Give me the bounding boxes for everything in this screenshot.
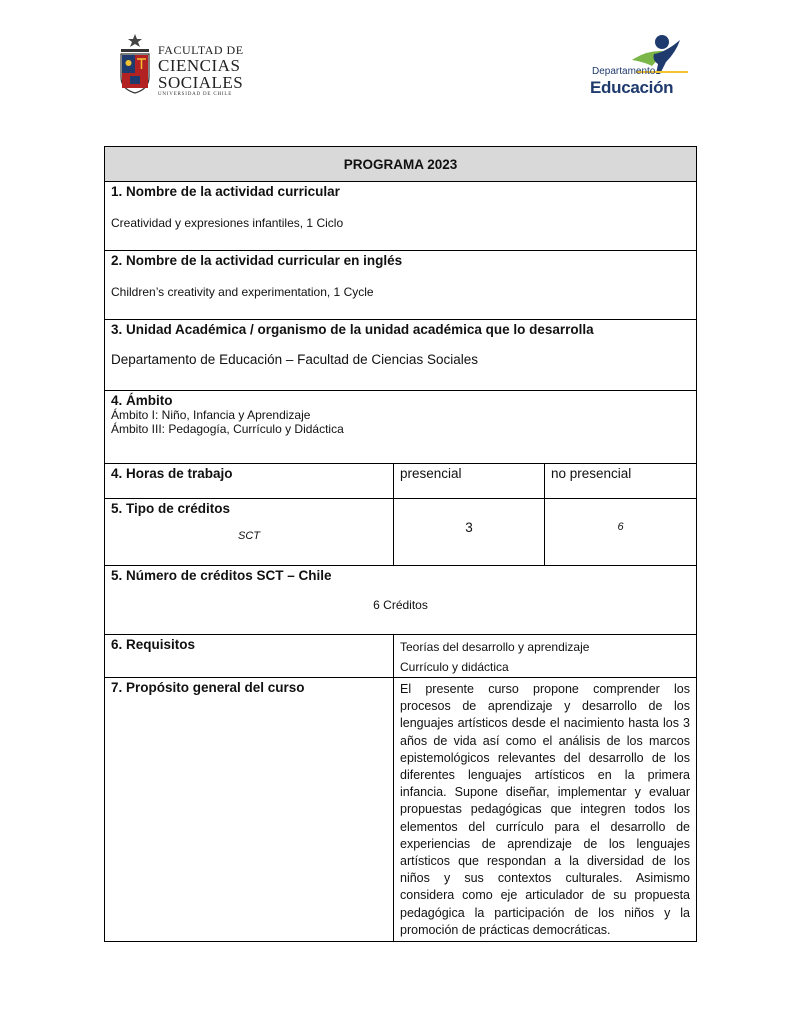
credits-number-heading: 5. Número de créditos SCT – Chile: [111, 568, 332, 583]
section-4-line-2: Ámbito III: Pedagogía, Currículo y Didáctica: [111, 422, 344, 436]
section-2-row: [105, 251, 697, 320]
credits-type-heading: 5. Tipo de créditos: [111, 501, 231, 516]
section-1-row: [105, 182, 697, 251]
purpose-row: [105, 678, 697, 942]
credits-number-value: 6 Créditos: [373, 598, 428, 612]
section-2-heading: 2. Nombre de la actividad curricular en inglés: [111, 253, 403, 268]
credits-type-v2-cell: [545, 499, 697, 566]
faculty-name: [158, 44, 244, 98]
credits-number-row: [105, 566, 697, 635]
section-4-line-1: Ámbito I: Niño, Infancia y Aprendizaje: [111, 408, 311, 422]
section-3-heading: 3. Unidad Académica / organismo de la unidad académica que lo desarrolla: [111, 322, 594, 337]
credits-number-cell: [105, 566, 697, 635]
purpose-heading-cell: [105, 678, 394, 942]
section-4-cell: [105, 391, 697, 464]
requisites-heading-cell: [105, 635, 394, 678]
department-line-2: Educación: [590, 78, 674, 97]
faculty-line-4: UNIVERSIDAD DE CHILE: [158, 92, 233, 97]
section-1-heading: 1. Nombre de la actividad curricular: [111, 184, 340, 199]
section-3-cell: [105, 320, 697, 391]
program-title: PROGRAMA 2023: [105, 147, 697, 182]
section-4-row: [105, 391, 697, 464]
hours-row: [105, 464, 697, 499]
section-1-value: Creatividad y expresiones infantiles, 1 Ciclo: [111, 216, 344, 230]
section-3-value: Departamento de Educación – Facultad de Ciencias Sociales: [111, 352, 478, 367]
section-4-heading: 4. Ámbito: [111, 393, 173, 408]
hours-heading-cell: [105, 464, 394, 499]
credits-type-v2: 6: [617, 521, 624, 533]
title-row: [105, 147, 697, 182]
purpose-text: El presente curso propone comprender los procesos de aprendizaje y desarrollo de los lenguajes artísticos desde el nacimiento hasta los 3 años de vida así como el análisis de los marcos epistemológicos relevantes del desarrollo de los diferentes lenguajes artísticos en la primera infancia. Supone diseñar, implementar y evaluar propuestas pedagógicas que integren todos los elementos del currículo para el desarrollo de experiencias de aprendizaje de los lenguajes artísticos que respondan a la diversidad de los niños y sus contextos culturales. Asimismo considera como eje articulador de su propuesta pedagógica la participación de los niños y la promoción de prácticas democráticas.: [400, 682, 691, 937]
requisites-value-cell: [394, 635, 697, 678]
section-2-value: Children’s creativity and experimentation, 1 Cycle: [111, 285, 374, 299]
hours-presencial: presencial: [400, 466, 462, 481]
program-table: [104, 146, 697, 942]
purpose-text-cell: [394, 678, 697, 942]
purpose-heading: 7. Propósito general del curso: [111, 680, 305, 695]
section-3-row: [105, 320, 697, 391]
requisites-heading: 6. Requisitos: [111, 637, 196, 652]
requisites-row: [105, 635, 697, 678]
section-2-cell: [105, 251, 697, 320]
hours-heading: 4. Horas de trabajo: [111, 466, 233, 481]
program-document: [104, 146, 696, 942]
faculty-logo: [118, 30, 258, 100]
credits-type-heading-cell: [105, 499, 394, 566]
faculty-line-1: FACULTAD DE: [158, 43, 244, 57]
hours-col1-cell: [394, 464, 545, 499]
university-crest-icon: [118, 33, 152, 95]
requisites-line-1: Teorías del desarrollo y aprendizaje: [400, 640, 590, 654]
hours-no-presencial: no presencial: [551, 466, 632, 481]
section-1-cell: [105, 182, 697, 251]
faculty-line-3: SOCIALES: [158, 73, 244, 92]
faculty-line-2: CIENCIAS: [158, 56, 241, 75]
hours-col2-cell: [545, 464, 697, 499]
department-line-1: Departamento: [592, 66, 656, 77]
credits-type-sub: SCT: [238, 530, 260, 542]
requisites-line-2: Currículo y didáctica: [400, 660, 509, 674]
credits-type-row: [105, 499, 697, 566]
department-logo: [590, 34, 700, 100]
credits-type-v1: 3: [465, 519, 473, 535]
credits-type-v1-cell: [394, 499, 545, 566]
